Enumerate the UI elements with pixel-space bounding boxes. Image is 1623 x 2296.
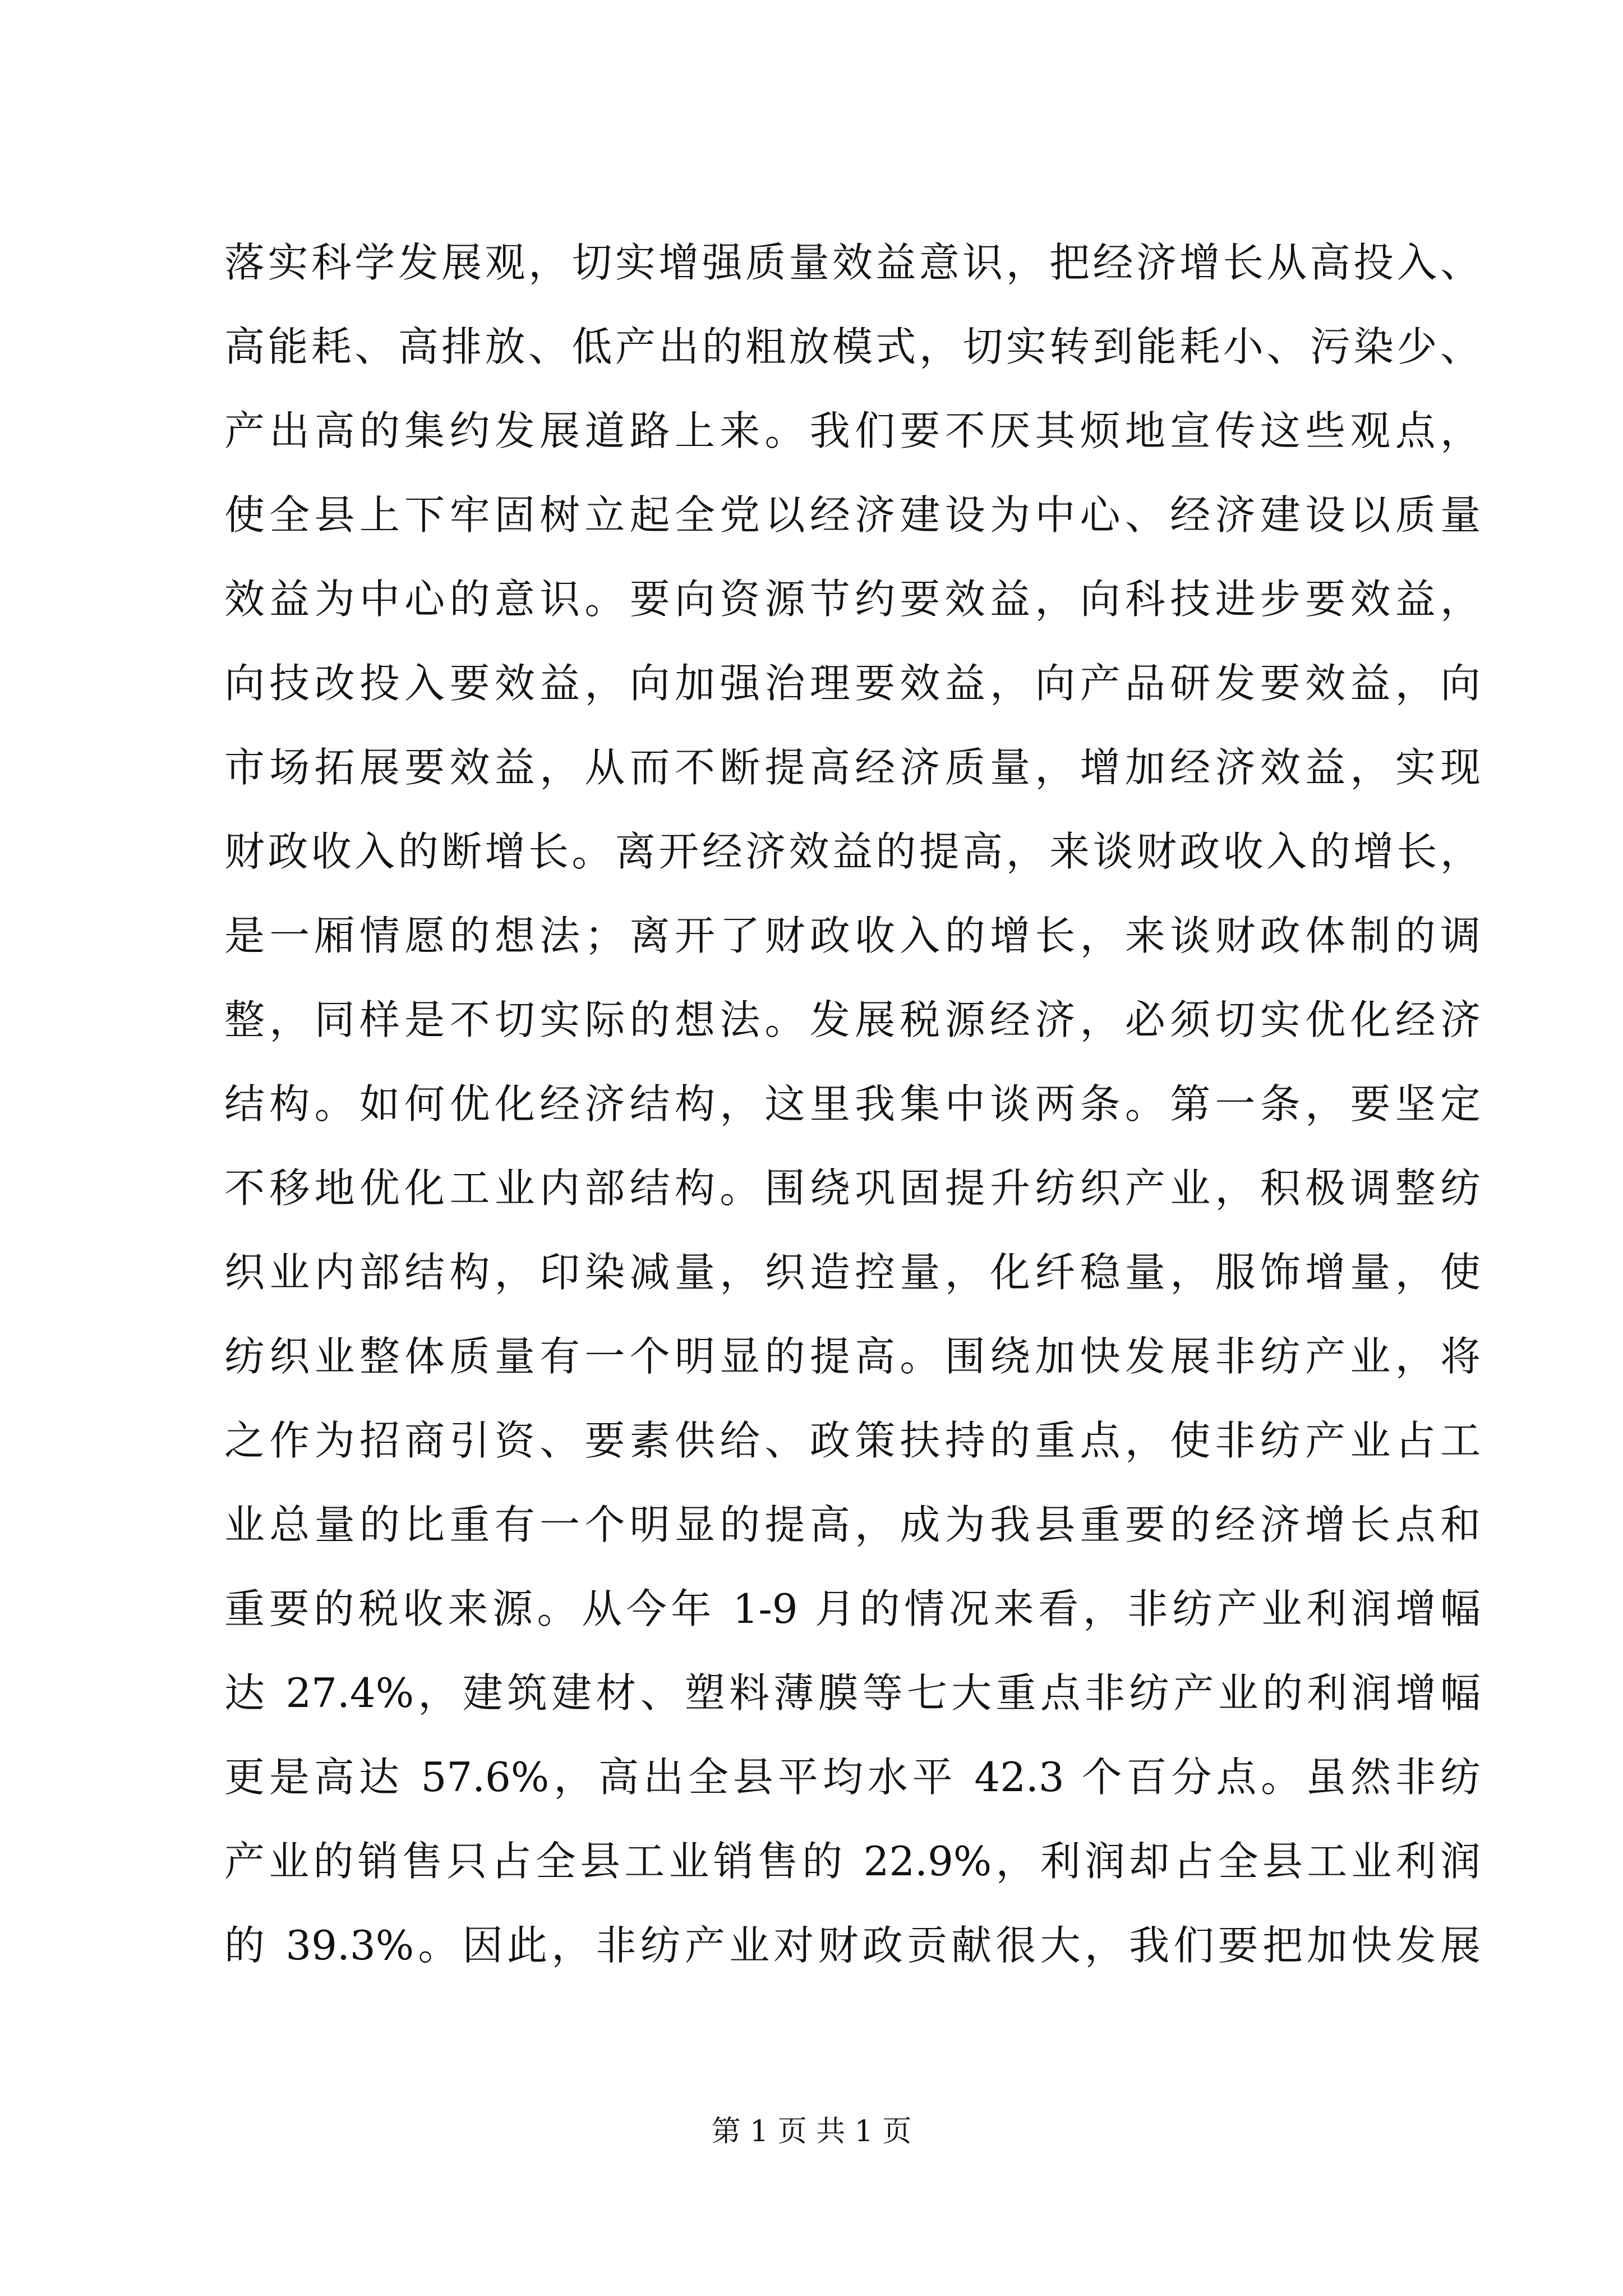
text-line: 不移地优化工业内部结构。围绕巩固提升纺织产业，积极调整纺 [224,1165,1481,1212]
text-line: 结构。如何优化经济结构，这里我集中谈两条。第一条，要坚定 [224,1080,1481,1128]
text-line: 织业内部结构，印染减量，织造控量，化纤稳量，服饰增量，使 [224,1249,1481,1296]
body-paragraph [224,236,1481,2003]
text-line: 达 27.4%，建筑建材、塑料薄膜等七大重点非纺产业的利润增幅 [224,1669,1481,1717]
text-line: 更是高达 57.6%，高出全县平均水平 42.3 个百分点。虽然非纺 [224,1754,1481,1801]
page-number-footer: 第 1 页 共 1 页 [711,2115,912,2148]
text-line: 向技改投入要效益，向加强治理要效益，向产品研发要效益，向 [224,660,1481,707]
text-line: 产业的销售只占全县工业销售的 22.9%，利润却占全县工业利润 [224,1838,1481,1885]
text-line: 市场拓展要效益，从而不断提高经济质量，增加经济效益，实现 [224,744,1481,791]
text-line: 产出高的集约发展道路上来。我们要不厌其烦地宣传这些观点， [224,407,1481,454]
text-line: 之作为招商引资、要素供给、政策扶持的重点，使非纺产业占工 [224,1417,1481,1464]
text-line: 整，同样是不切实际的想法。发展税源经济，必须切实优化经济 [224,996,1481,1043]
text-line: 效益为中心的意识。要向资源节约要效益，向科技进步要效益， [224,576,1481,623]
text-line: 重要的税收来源。从今年 1-9 月的情况来看，非纺产业利润增幅 [224,1585,1481,1632]
text-line: 是一厢情愿的想法；离开了财政收入的增长，来谈财政体制的调 [224,912,1481,959]
text-line: 财政收入的断增长。离开经济效益的提高，来谈财政收入的增长， [224,828,1481,875]
text-line: 高能耗、高排放、低产出的粗放模式，切实转到能耗小、污染少、 [224,323,1481,370]
text-line: 业总量的比重有一个明显的提高，成为我县重要的经济增长点和 [224,1501,1481,1548]
text-line: 纺织业整体质量有一个明显的提高。围绕加快发展非纺产业，将 [224,1333,1481,1380]
text-line: 落实科学发展观，切实增强质量效益意识，把经济增长从高投入、 [224,239,1481,286]
text-line: 的 39.3%。因此，非纺产业对财政贡献很大，我们要把加快发展 [224,1922,1481,1969]
text-line: 使全县上下牢固树立起全党以经济建设为中心、经济建设以质量 [224,491,1481,539]
